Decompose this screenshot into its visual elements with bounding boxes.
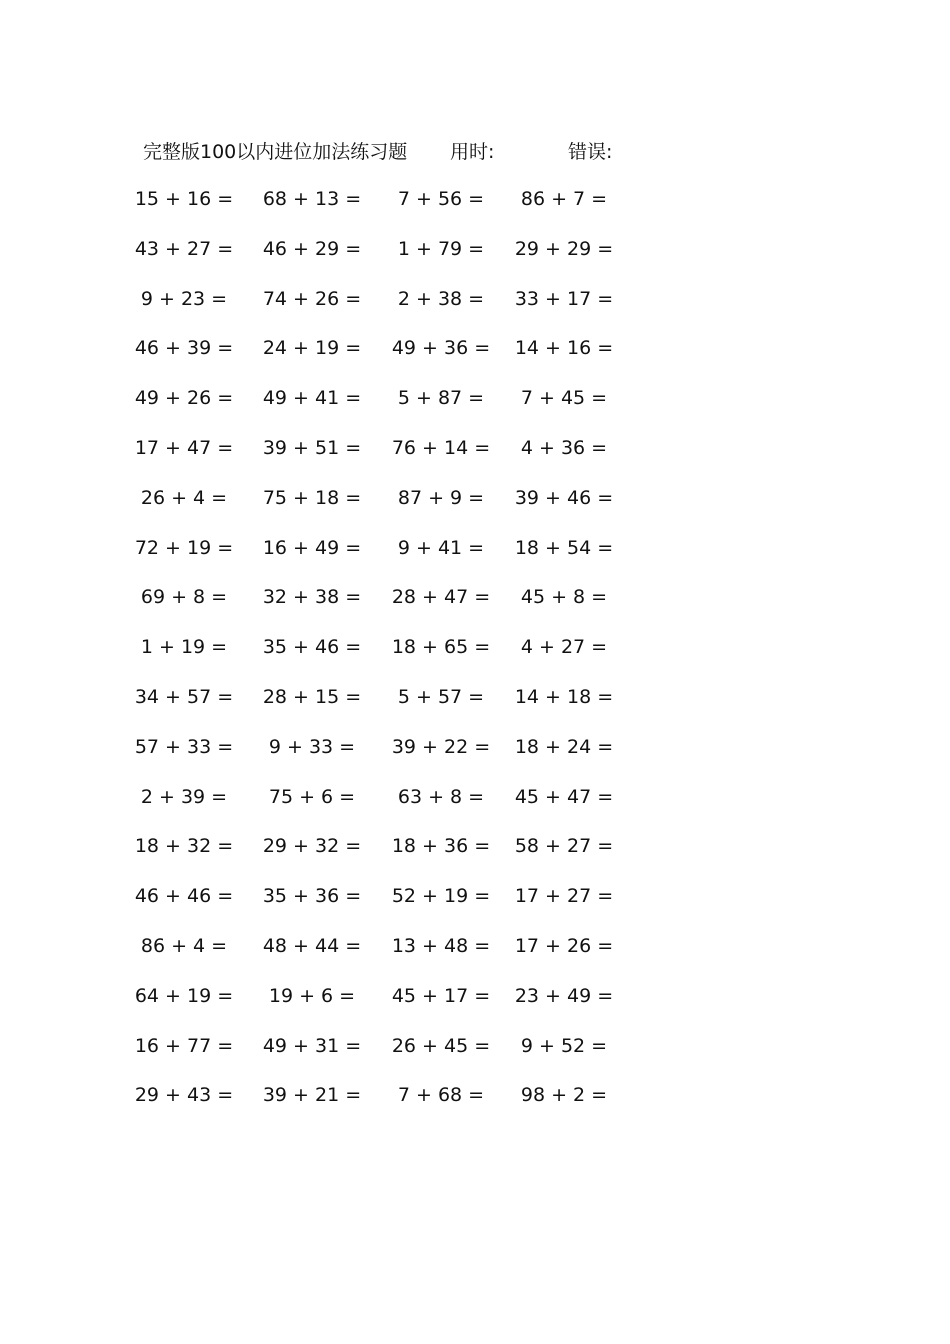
addition-problem: 49 + 36 = bbox=[391, 337, 491, 360]
problem-row bbox=[0, 583, 950, 633]
addition-problem: 29 + 29 = bbox=[514, 237, 614, 260]
addition-problem: 45 + 47 = bbox=[514, 785, 614, 808]
addition-problem: 75 + 18 = bbox=[262, 486, 362, 509]
addition-problem: 98 + 2 = bbox=[520, 1084, 608, 1107]
addition-problem: 16 + 49 = bbox=[262, 536, 362, 559]
addition-problem: 87 + 9 = bbox=[397, 486, 485, 509]
addition-problem: 17 + 27 = bbox=[514, 885, 614, 908]
worksheet-title: 完整版100以内进位加法练习题 bbox=[143, 141, 408, 163]
addition-problem: 49 + 31 = bbox=[262, 1034, 362, 1057]
addition-problem: 63 + 8 = bbox=[397, 785, 485, 808]
addition-problem: 76 + 14 = bbox=[391, 436, 491, 459]
addition-problem: 28 + 47 = bbox=[391, 586, 491, 609]
addition-problem: 48 + 44 = bbox=[262, 934, 362, 957]
time-used-label: 用时: bbox=[450, 141, 495, 163]
problem-row bbox=[0, 733, 950, 783]
addition-problem: 9 + 33 = bbox=[268, 735, 356, 758]
addition-problem: 26 + 4 = bbox=[140, 486, 228, 509]
addition-problem: 86 + 4 = bbox=[140, 934, 228, 957]
addition-problem: 7 + 45 = bbox=[520, 387, 608, 410]
addition-problem: 1 + 19 = bbox=[140, 636, 228, 659]
addition-problem: 13 + 48 = bbox=[391, 934, 491, 957]
addition-problem: 39 + 21 = bbox=[262, 1084, 362, 1107]
problem-row bbox=[0, 285, 950, 335]
addition-problem: 39 + 46 = bbox=[514, 486, 614, 509]
addition-problem: 18 + 36 = bbox=[391, 835, 491, 858]
addition-problem: 52 + 19 = bbox=[391, 885, 491, 908]
addition-problem: 4 + 27 = bbox=[520, 636, 608, 659]
addition-problem: 46 + 46 = bbox=[134, 885, 234, 908]
problem-row bbox=[0, 783, 950, 833]
problem-row bbox=[0, 832, 950, 882]
addition-problem: 58 + 27 = bbox=[514, 835, 614, 858]
problem-row bbox=[0, 982, 950, 1032]
addition-problem: 46 + 29 = bbox=[262, 237, 362, 260]
addition-problem: 26 + 45 = bbox=[391, 1034, 491, 1057]
addition-problem: 29 + 32 = bbox=[262, 835, 362, 858]
problem-row bbox=[0, 334, 950, 384]
addition-problem: 49 + 41 = bbox=[262, 387, 362, 410]
addition-problem: 35 + 36 = bbox=[262, 885, 362, 908]
problem-row bbox=[0, 1032, 950, 1082]
problem-grid bbox=[0, 185, 950, 1131]
addition-problem: 18 + 24 = bbox=[514, 735, 614, 758]
problem-row bbox=[0, 484, 950, 534]
addition-problem: 9 + 23 = bbox=[140, 287, 228, 310]
addition-problem: 1 + 79 = bbox=[397, 237, 485, 260]
addition-problem: 43 + 27 = bbox=[134, 237, 234, 260]
addition-problem: 4 + 36 = bbox=[520, 436, 608, 459]
problem-row bbox=[0, 235, 950, 285]
addition-problem: 9 + 41 = bbox=[397, 536, 485, 559]
addition-problem: 64 + 19 = bbox=[134, 984, 234, 1007]
addition-problem: 35 + 46 = bbox=[262, 636, 362, 659]
addition-problem: 15 + 16 = bbox=[134, 188, 234, 210]
addition-problem: 49 + 26 = bbox=[134, 387, 234, 410]
addition-problem: 2 + 39 = bbox=[140, 785, 228, 808]
addition-problem: 34 + 57 = bbox=[134, 685, 234, 708]
error-count-label: 错误: bbox=[568, 141, 613, 163]
addition-problem: 18 + 54 = bbox=[514, 536, 614, 559]
addition-problem: 7 + 68 = bbox=[397, 1084, 485, 1107]
problem-row bbox=[0, 932, 950, 982]
addition-problem: 28 + 15 = bbox=[262, 685, 362, 708]
addition-problem: 33 + 17 = bbox=[514, 287, 614, 310]
addition-problem: 86 + 7 = bbox=[520, 188, 608, 210]
addition-problem: 19 + 6 = bbox=[268, 984, 356, 1007]
addition-problem: 14 + 16 = bbox=[514, 337, 614, 360]
problem-row bbox=[0, 633, 950, 683]
addition-problem: 5 + 57 = bbox=[397, 685, 485, 708]
addition-problem: 46 + 39 = bbox=[134, 337, 234, 360]
addition-problem: 5 + 87 = bbox=[397, 387, 485, 410]
addition-problem: 74 + 26 = bbox=[262, 287, 362, 310]
addition-problem: 24 + 19 = bbox=[262, 337, 362, 360]
addition-problem: 45 + 17 = bbox=[391, 984, 491, 1007]
problem-row bbox=[0, 534, 950, 584]
addition-problem: 17 + 26 = bbox=[514, 934, 614, 957]
addition-problem: 23 + 49 = bbox=[514, 984, 614, 1007]
addition-problem: 39 + 22 = bbox=[391, 735, 491, 758]
addition-problem: 18 + 65 = bbox=[391, 636, 491, 659]
addition-problem: 29 + 43 = bbox=[134, 1084, 234, 1107]
addition-problem: 72 + 19 = bbox=[134, 536, 234, 559]
addition-problem: 16 + 77 = bbox=[134, 1034, 234, 1057]
addition-problem: 2 + 38 = bbox=[397, 287, 485, 310]
addition-problem: 75 + 6 = bbox=[268, 785, 356, 808]
problem-row bbox=[0, 1081, 950, 1131]
addition-problem: 45 + 8 = bbox=[520, 586, 608, 609]
addition-problem: 9 + 52 = bbox=[520, 1034, 608, 1057]
problem-row bbox=[0, 683, 950, 733]
addition-problem: 68 + 13 = bbox=[262, 188, 362, 210]
problem-row bbox=[0, 384, 950, 434]
addition-problem: 57 + 33 = bbox=[134, 735, 234, 758]
problem-row bbox=[0, 185, 950, 235]
addition-problem: 7 + 56 = bbox=[397, 188, 485, 210]
addition-problem: 69 + 8 = bbox=[140, 586, 228, 609]
addition-problem: 18 + 32 = bbox=[134, 835, 234, 858]
addition-problem: 39 + 51 = bbox=[262, 436, 362, 459]
addition-problem: 14 + 18 = bbox=[514, 685, 614, 708]
problem-row bbox=[0, 882, 950, 932]
problem-row bbox=[0, 434, 950, 484]
addition-problem: 32 + 38 = bbox=[262, 586, 362, 609]
addition-problem: 17 + 47 = bbox=[134, 436, 234, 459]
